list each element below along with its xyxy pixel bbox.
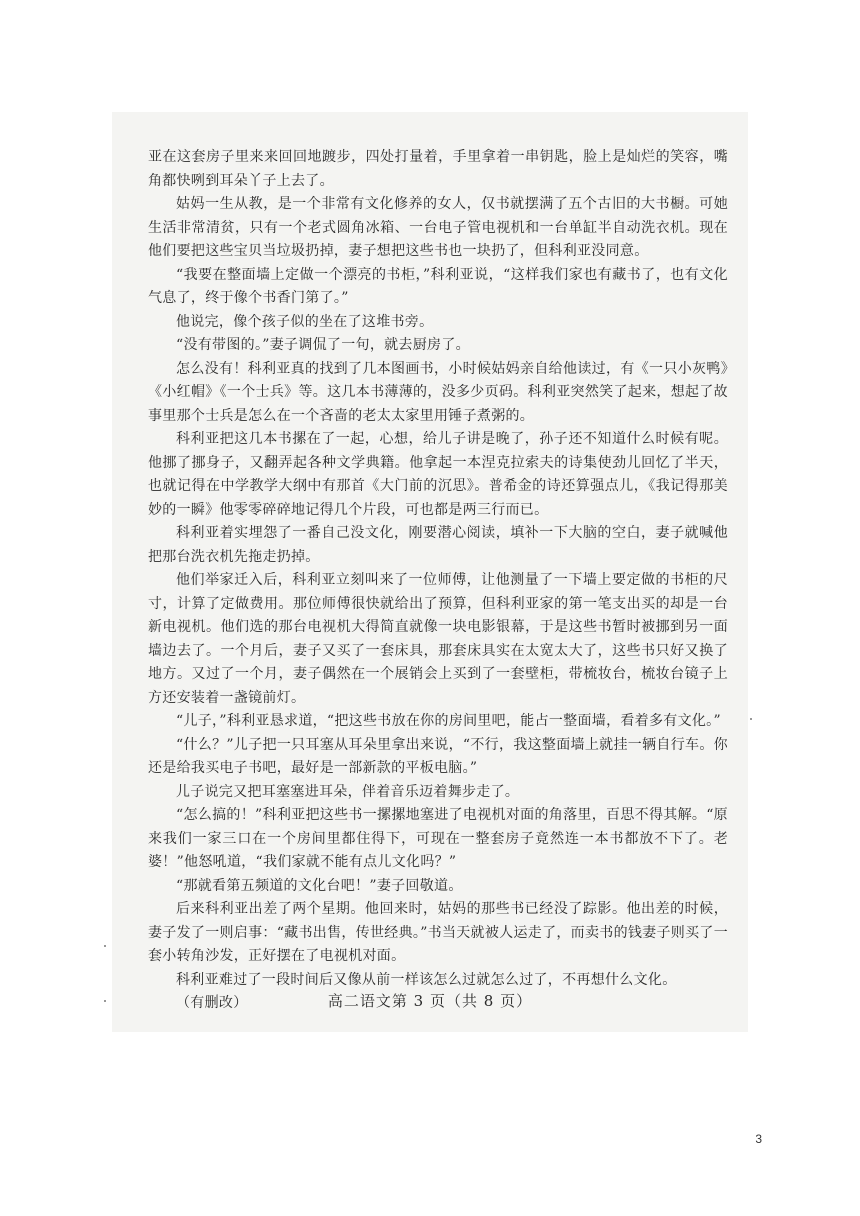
scan-speck [104, 1000, 106, 1002]
paragraph: 怎么没有！科利亚真的找到了几本图画书，小时候姑妈亲自给他读过，有《一只小灰鸭》《小红帽》《一个士兵》等。这几本书薄薄的，没多少页码。科利亚突然笑了起来，想起了故事里那个士兵是怎么在一个吝啬的老太太家里用锤子煮粥的。 [148, 360, 728, 424]
article-body [148, 146, 728, 1016]
page-number: 3 [755, 1132, 762, 1146]
paragraph: “没有带图的。”妻子调侃了一句，就去厨房了。 [176, 337, 470, 353]
paragraph: “什么？”儿子把一只耳塞从耳朵里拿出来说，“不行，我这整面墙上就挂一辆自行车。你还是给我买电子书吧，最好是一部新款的平板电脑。” [148, 736, 728, 776]
paragraph: 亚在这套房子里来来回回地踱步，四处打量着，手里拿着一串钥匙，脸上是灿烂的笑容，嘴角都快咧到耳朵丫子上去了。 [148, 149, 728, 189]
paragraph: 姑妈一生从教，是一个非常有文化修养的女人，仅书就摆满了五个古旧的大书橱。可她生活非常清贫，只有一个老式圆角冰箱、一台电子管电视机和一台单缸半自动洗衣机。现在他们要把这些宝贝当垃圾扔掉，妻子想把这些书也一块扔了，但科利亚没同意。 [148, 196, 728, 259]
source-note: （有删改） [176, 995, 248, 1011]
paragraph: “那就看第五频道的文化台吧！”妻子回敬道。 [176, 877, 463, 894]
paragraph: 儿子说完又把耳塞塞进耳朵，伴着音乐迈着舞步走了。 [176, 783, 520, 800]
paragraph: 后来科利亚出差了两个星期。他回来时，姑妈的那些书已经没了踪影。他出差的时候，妻子发了一则启事：“藏书出售，传世经典。”书当天就被人运走了，而卖书的钱妻子则买了一套小转角沙发，正好摆在了电视机对面。 [148, 901, 728, 964]
paragraph: 科利亚把这几本书摞在了一起，心想，给儿子讲是晚了，孙子还不知道什么时候有呢。他挪了挪身子，又翻弄起各种文学典籍。他拿起一本涅克拉索夫的诗集使劲儿回忆了半天，也就记得在中学教学大纲中有那首《大门前的沉思》。普希金的诗还算强点儿，《我记得那美妙的一瞬》他零零碎碎地记得几个片段，可也都是两三行而已。 [148, 431, 728, 518]
scan-speck [750, 718, 752, 720]
paragraph: “儿子，”科利亚恳求道，“把这些书放在你的房间里吧，能占一整面墙，看着多有文化。” [176, 713, 721, 729]
paragraph: 他说完，像个孩子似的坐在了这堆书旁。 [176, 313, 434, 330]
paragraph: 科利亚着实埋怨了一番自己没文化，刚要潜心阅读，填补一下大脑的空白，妻子就喊他把那台洗衣机先拖走扔掉。 [148, 525, 728, 565]
page-footer: 高二语文第 3 页（共 8 页） [327, 992, 533, 1010]
paragraph: 他们举家迁入后，科利亚立刻叫来了一位师傅，让他测量了一下墙上要定做的书柜的尺寸，计算了定做费用。那位师傅很快就给出了预算，但科利亚家的第一笔支出买的却是一台新电视机。他们选的那台电视机大得简直就像一块电影银幕，于是这些书暂时被挪到另一面墙边去了。一个月后，妻子又买了一套床具，那套床具实在太宽太大了，这些书只好又换了地方。又过了一个月，妻子偶然在一个展销会上买到了一套壁柜，带梳妆台，梳妆台镜子上方还安装着一盏镜前灯。 [148, 572, 728, 706]
paragraph: “我要在整面墙上定做一个漂亮的书柜，”科利亚说，“这样我们家也有藏书了，也有文化气息了，终于像个书香门第了。” [148, 266, 728, 306]
paragraph: “怎么搞的！”科利亚把这些书一摞摞地塞进了电视机对面的角落里，百思不得其解。“原来我们一家三口在一个房间里都住得下，可现在一整套房子竟然连一本书都放不下了。老婆！”他怒吼道，“我们家就不能有点儿文化吗？” [148, 807, 728, 870]
scan-speck [104, 945, 106, 947]
paragraph: 科利亚难过了一段时间后又像从前一样该怎么过就怎么过了，不再想什么文化。 [176, 971, 677, 988]
